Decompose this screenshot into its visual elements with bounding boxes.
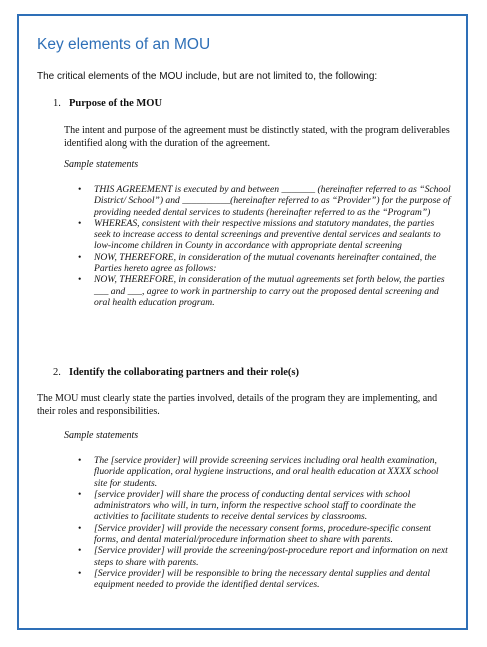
section-1-bullet-list	[74, 184, 452, 308]
list-item-text: The [service provider] will provide screening services including oral health examination, fluoride application, oral hygiene instructions, and oral health education at XXXX school site for students.	[94, 455, 439, 489]
bullet-icon: •	[78, 567, 82, 579]
section-2-bullet-list	[74, 455, 452, 591]
section-1-body: The intent and purpose of the agreement must be distinctly stated, with the program deliverables identified along with the duration of the agreement.	[64, 125, 450, 149]
bullet-icon: •	[78, 251, 82, 263]
list-item	[74, 455, 452, 489]
bullet-icon: •	[78, 217, 82, 229]
list-item	[74, 252, 452, 275]
list-item	[74, 184, 452, 218]
section-1-title: Purpose of the MOU	[69, 98, 163, 109]
intro-text: The critical elements of the MOU include, but are not limited to, the following:	[37, 71, 378, 82]
list-item	[74, 545, 452, 568]
bullet-icon: •	[78, 455, 82, 466]
section-2-sample-label: Sample statements	[64, 430, 139, 441]
list-item	[74, 274, 452, 308]
section-2-heading	[53, 367, 299, 378]
bullet-icon: •	[78, 274, 82, 286]
section-1-sample-label: Sample statements	[64, 159, 139, 170]
section-1-heading	[53, 98, 162, 109]
section-2-body: The MOU must clearly state the parties involved, details of the program they are implementing, and their roles and responsibilities.	[37, 393, 438, 417]
bullet-icon: •	[78, 522, 82, 534]
list-item-text: THIS AGREEMENT is executed by and between _______ (hereinafter referred to as “School District/ School”) and __________(hereinafter referred to as “Provider”) for the purpose of providing needed dental services to students (hereinafter referred to as the “Program”)	[94, 184, 451, 218]
bullet-icon: •	[78, 545, 82, 557]
document-frame	[17, 14, 468, 630]
list-item-text: [Service provider] will provide the screening/post-procedure report and information on next steps to share with parents.	[94, 545, 448, 568]
list-item-text: WHEREAS, consistent with their respective missions and statutory mandates, the parties seek to increase access to dental screenings and preventive dental services and sealants to low-income children in County in accordance with appropriate dental screening	[94, 217, 441, 252]
list-item	[74, 523, 452, 546]
list-item-text: NOW, THEREFORE, in consideration of the mutual agreements set forth below, the parties ___ and ___, agree to work in partnership to carry out the proposed dental screening and oral health education program.	[94, 274, 445, 308]
list-item-text: NOW, THEREFORE, in consideration of the mutual covenants hereinafter contained, the Parties hereto agree as follows:	[94, 251, 437, 275]
bullet-icon: •	[78, 488, 82, 500]
list-item-text: [Service provider] will be responsible to bring the necessary dental supplies and dental equipment needed to provide the identified dental services.	[94, 567, 431, 591]
list-item	[74, 218, 452, 252]
section-2-number: 2.	[53, 367, 61, 378]
bullet-icon: •	[78, 184, 82, 195]
list-item	[74, 568, 452, 591]
page-title: Key elements of an MOU	[37, 36, 211, 53]
list-item-text: [Service provider] will provide the necessary consent forms, procedure-specific consent forms, and dental material/procedure information sheet to share with parents.	[94, 522, 431, 546]
list-item-text: [service provider] will share the process of conducting dental services with school administrators who will, in turn, inform the respective school staff to coordinate the activities to facilitate students to receive dental services by classrooms.	[94, 488, 416, 523]
list-item	[74, 489, 452, 523]
section-1-number: 1.	[53, 98, 61, 109]
section-2-title: Identify the collaborating partners and their role(s)	[69, 367, 300, 378]
